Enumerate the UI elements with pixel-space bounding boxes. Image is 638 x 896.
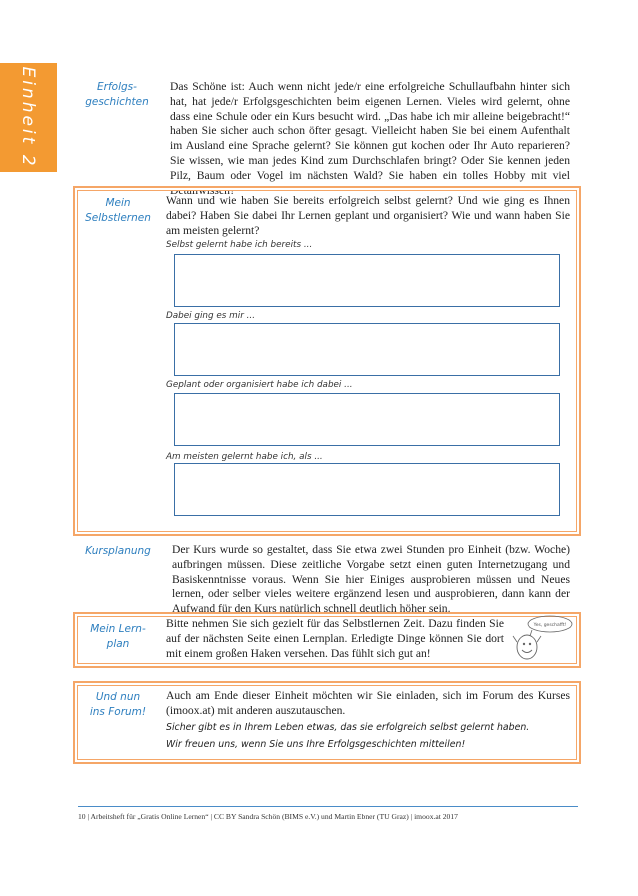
answer-field-1[interactable] [174,254,560,307]
section-text-lernplan: Bitte nehmen Sie sich gezielt für das Selbstlernen Zeit. Dazu finden Sie auf der nächsten Seite einen Lernplan. Erledigte Dinge können Sie dort mit einem großen Haken versehen. Das fühlt sich gut an! [166,617,504,660]
answer-field-4[interactable] [174,463,560,516]
field-label-1: Selbst gelernt habe ich bereits ... [166,240,313,250]
footer-rule [78,806,578,807]
section-label-lernplan: Mein Lern- plan [90,623,146,650]
field-label-3: Geplant oder organisiert habe ich dabei ... [166,380,353,390]
answer-field-2[interactable] [174,323,560,376]
forum-emphasis-1: Sicher gibt es in Ihrem Leben etwas, das sie erfolgreich selbst gelernt haben. [166,722,530,733]
unit-tab-label: Einheit 2 [18,66,39,169]
forum-emphasis-2: Wir freuen uns, wenn Sie uns Ihre Erfolgsgeschichten mitteilen! [166,739,466,750]
speech-bubble-text: Yes, geschafft! [533,623,567,628]
section-label-selbstlernen: Mein Selbstlernen [85,197,151,224]
section-label-forum: Und nun ins Forum! [89,691,147,718]
section-text-forum: Auch am Ende dieser Einheit möchten wir Sie einladen, sich im Forum des Kurses (imoox.at) mit anderen auszutauschen. [166,689,570,717]
section-text-erfolge: Das Schöne ist: Auch wenn nicht jede/r eine erfolgreiche Schullaufbahn hinter sich hat, hat jede/r Erfolgsgeschichten beim eigenen Lernen. Vieles wird gelernt, ohne dass eine Schule oder ein Kurs besucht wird. „Das habe ich mir alleine beigebracht!“ haben Sie sicher auch schon öfter gesagt. Vielleicht haben Sie bei einem Aufenthalt im Ausland eine Sprache gelernt? Sie können gut kochen oder Ihr Auto reparieren? Sie wissen, wie man jedes Kind zum Durchschlafen bringt? Oder Sie kennen jeden Pilz, Baum oder Vogel im nächsten Wald? Sie haben ein tolles Hobby mit viel Detailwissen? [170,80,570,197]
smiley-sketch-icon [512,614,576,664]
field-label-4: Am meisten gelernt habe ich, als ... [166,452,323,462]
field-label-2: Dabei ging es mir ... [166,311,255,321]
section-label-kursplanung: Kursplanung [85,545,151,557]
answer-field-3[interactable] [174,393,560,446]
section-text-selbstlernen: Wann und wie haben Sie bereits erfolgreich selbst gelernt? Und wie ging es Ihnen dabei? Haben Sie dabei Ihr Lernen geplant und organisiert? Wie und wann haben Sie am meisten gelernt? [166,194,570,237]
unit-tab [0,63,57,172]
page-footer: 10 | Arbeitsheft für „Gratis Online Lernen“ | CC BY Sandra Schön (BIMS e.V.) und Martin Ebner (TU Graz) | imoox.at 2017 [78,812,458,821]
section-text-kursplanung: Der Kurs wurde so gestaltet, dass Sie etwa zwei Stunden pro Einheit (bzw. Woche) aufbringen müssen. Diese zeitliche Vorgabe setzt einen guten Internetzugang und Basiskenntnisse voraus. Wenn Sie hier Einiges ausprobieren müssen und Neues lernen, oder selber vieles weitere ergänzend lesen und ausprobieren, dann kann der Aufwand für den Kurs natürlich schnell deutlich höher sein. [172,543,570,616]
section-label-erfolge: Erfolgs- geschichten [85,81,149,108]
